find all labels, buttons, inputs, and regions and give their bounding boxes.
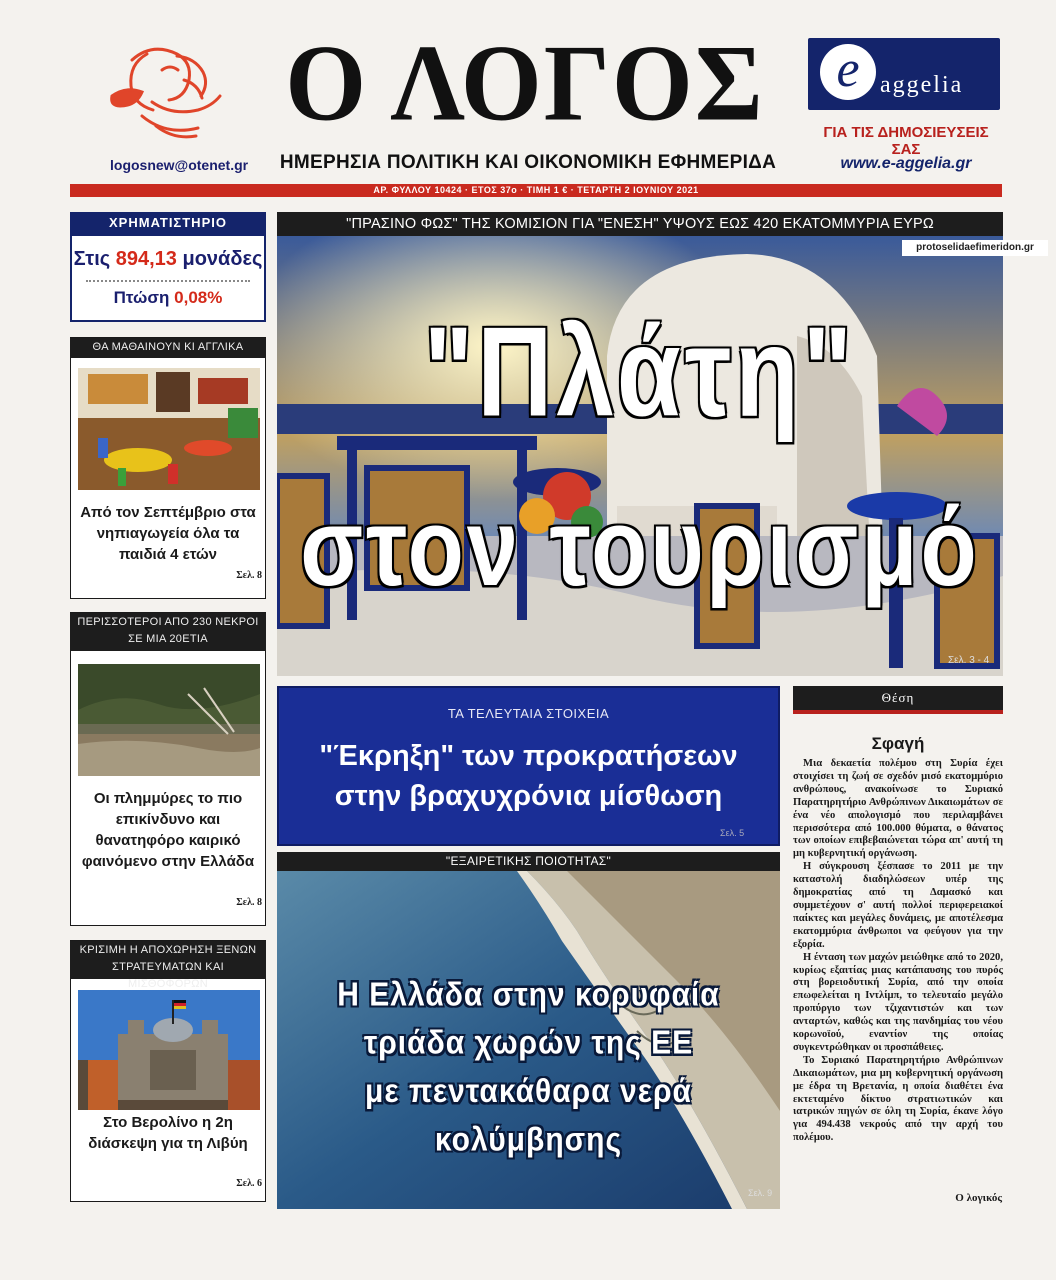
contact-email[interactable]: logosnew@otenet.gr: [110, 157, 249, 173]
eaggelia-logo-letter: e: [820, 44, 876, 100]
bookings-headline: [277, 736, 780, 816]
beach-headline-line1: Η Ελλάδα στην κορυφαία: [337, 976, 720, 1013]
stock-change-value: 0,08%: [174, 288, 223, 307]
editorial-paragraph: Η ένταση των μαχών μειώθηκε από το 2020, κυρίως εξαιτίας μιας κατάπαυσης του πυρός στη βορειοδυτική Συρία, από την οποία επωφελείται η Ιντλίμπ, το τελευταίο μεγάλο προπύργιο των τζιχαντιστών και των ανταρτών, καθώς και της πανδημίας του νέου κορωνοϊού, εναντίον της οποίας συγκεντρώθηκαν οι προσπάθειες.: [793, 951, 1003, 1053]
issue-info-bar: ΑΡ. ΦΥΛΛΟΥ 10424 · ΕΤΟΣ 37ο · ΤΙΜΗ 1 € · ΤΕΤΑΡΤΗ 2 ΙΟΥΝΙΟΥ 2021: [70, 184, 1002, 197]
editorial-heading: Θέση: [793, 686, 1003, 710]
eaggelia-logo-word: aggelia: [880, 72, 964, 98]
beach-story-heading: "ΕΞΑΙΡΕΤΙΚΗΣ ΠΟΙΟΤΗΤΑΣ": [277, 852, 780, 871]
bookings-kicker: ΤΑ ΤΕΛΕΥΤΑΙΑ ΣΤΟΙΧΕΙΑ: [447, 706, 610, 721]
editorial-paragraph: Μια δεκαετία πολέμου στη Συρία έχει στοιχίσει τη ζωή σε σχεδόν μισό εκατομμύριο ανθρώπους, ανακοίνωσε το Συριακό Παρατηρητήριο Ανθρώπινων Δικαιωμάτων σε ένα νέο απολογισμό που περιλαμβάνει περισσότερα από 100.000 θύματα, ο θάνατος των οποίων επιβεβαιώνεται τώρα απ' αυτή τη μη κυβερνητική οργάνωση.: [793, 758, 1003, 860]
left-story-3-page: Σελ. 6: [236, 1178, 262, 1189]
classroom-photo: [78, 368, 260, 490]
bookings-headline-line2: στην βραχυχρόνια μίσθωση: [334, 780, 723, 812]
source-watermark: protoselidaefimeridon.gr: [902, 240, 1048, 256]
bookings-page-ref: Σελ. 5: [720, 828, 745, 838]
stock-index-line: Στις 894,13 μονάδες: [73, 248, 263, 270]
stock-change-line: Πτώση 0,08%: [113, 288, 223, 307]
beach-page-ref: Σελ. 9: [748, 1188, 773, 1198]
top-news-banner[interactable]: "ΠΡΑΣΙΝΟ ΦΩΣ" ΤΗΣ ΚΟΜΙΣΙΟΝ ΓΙΑ "ΕΝΕΣΗ" ΥΨΟΥΣ ΕΩΣ 420 ΕΚΑΤΟΜΜΥΡΙΑ ΕΥΡΩ: [277, 212, 1003, 236]
left-story-1-page: Σελ. 8: [236, 570, 262, 581]
beach-headline-line2: τριάδα χωρών της ΕΕ: [363, 1025, 694, 1062]
editorial-rule: [793, 710, 1003, 714]
left-story-3-heading: ΚΡΙΣΙΜΗ Η ΑΠΟΧΩΡΗΣΗ ΞΕΝΩΝ ΣΤΡΑΤΕΥΜΑΤΩΝ ΚΑΙ ΜΙΣΘΟΦΟΡΩΝ: [70, 941, 266, 979]
masthead-title: Ο ΛΟΓΟΣ: [285, 23, 765, 144]
masthead-subtitle: ΗΜΕΡΗΣΙΑ ΠΟΛΙΤΙΚΗ ΚΑΙ ΟΙΚΟΝΟΜΙΚΗ ΕΦΗΜΕΡΙΔΑ: [279, 152, 777, 173]
editorial-title: Σφαγή: [871, 734, 925, 753]
beach-headline[interactable]: [277, 971, 780, 1165]
left-story-1-heading: ΘΑ ΜΑΘΑΙΝΟΥΝ ΚΙ ΑΓΓΛΙΚΑ: [70, 338, 266, 358]
left-story-2-page: Σελ. 8: [236, 897, 262, 908]
stock-index-value: 894,13: [115, 248, 177, 270]
hero-headline-line2[interactable]: στον τουρισμό: [300, 486, 980, 610]
bookings-headline-line1: "Έκρηξη" των προκρατήσεων: [319, 740, 738, 772]
left-story-1-text: Από τον Σεπτέμβριο στα νηπιαγωγεία όλα τα παιδιά 4 ετών: [80, 504, 256, 563]
eaggelia-tagline: ΓΙΑ ΤΙΣ ΔΗΜΟΣΙΕΥΣΕΙΣ ΣΑΣ: [823, 124, 989, 158]
eaggelia-url[interactable]: www.e-aggelia.gr: [840, 155, 972, 172]
stock-heading: ΧΡΗΜΑΤΙΣΤΗΡΙΟ: [70, 212, 266, 234]
left-story-3-text: Στο Βερολίνο η 2η διάσκεψη για τη Λιβύη: [88, 1114, 248, 1152]
editorial-paragraph: Η σύγκρουση ξέσπασε το 2011 με την καταστολή διαδηλώσεων υπέρ της δημοκρατίας από τη Δαμασκό και συμμετέχουν σ' αυτή πολλοί περιφερειακοί παίκτες και μεγάλες δυνάμεις, με αποτέλεσμα εκατομμύρια άνθρωποι να φεύγουν για την εξορία.: [793, 861, 1003, 950]
beach-headline-line3: με πεντακάθαρα νερά κολύμβησης: [365, 1073, 692, 1159]
hero-page-ref: Σελ. 3 - 4: [948, 655, 990, 666]
hero-headline-line1[interactable]: "Πλάτη": [423, 302, 857, 444]
editorial-signature: Ο λογικός: [955, 1192, 1002, 1204]
flood-photo: [78, 664, 260, 776]
newspaper-emblem-logo: [92, 40, 242, 152]
reichstag-photo: [78, 990, 260, 1110]
left-story-2-text: Οι πλημμύρες το πιο επικίνδυνο και θανατηφόρο καιρικό φαινόμενο στην Ελλάδα: [81, 790, 255, 870]
editorial-body: [793, 758, 1003, 1145]
stock-divider: [86, 280, 250, 282]
left-story-2-heading: ΠΕΡΙΣΣΟΤΕΡΟΙ ΑΠΟ 230 ΝΕΚΡΟΙ ΣΕ ΜΙΑ 20ΕΤΙΑ: [70, 613, 266, 651]
editorial-paragraph: Το Συριακό Παρατηρητήριο Ανθρώπινων Δικαιωμάτων, μια μη κυβερνητική οργάνωση με έδρα τη Βρετανία, η οποία διαθέτει ένα εκτεταμένο δίκτυο στρατιωτικών και ιατρικών πηγών σε όλη τη Συρία, έκανε λόγο για 494.438 νεκρούς από την αρχή του πολέμου.: [793, 1054, 1003, 1144]
